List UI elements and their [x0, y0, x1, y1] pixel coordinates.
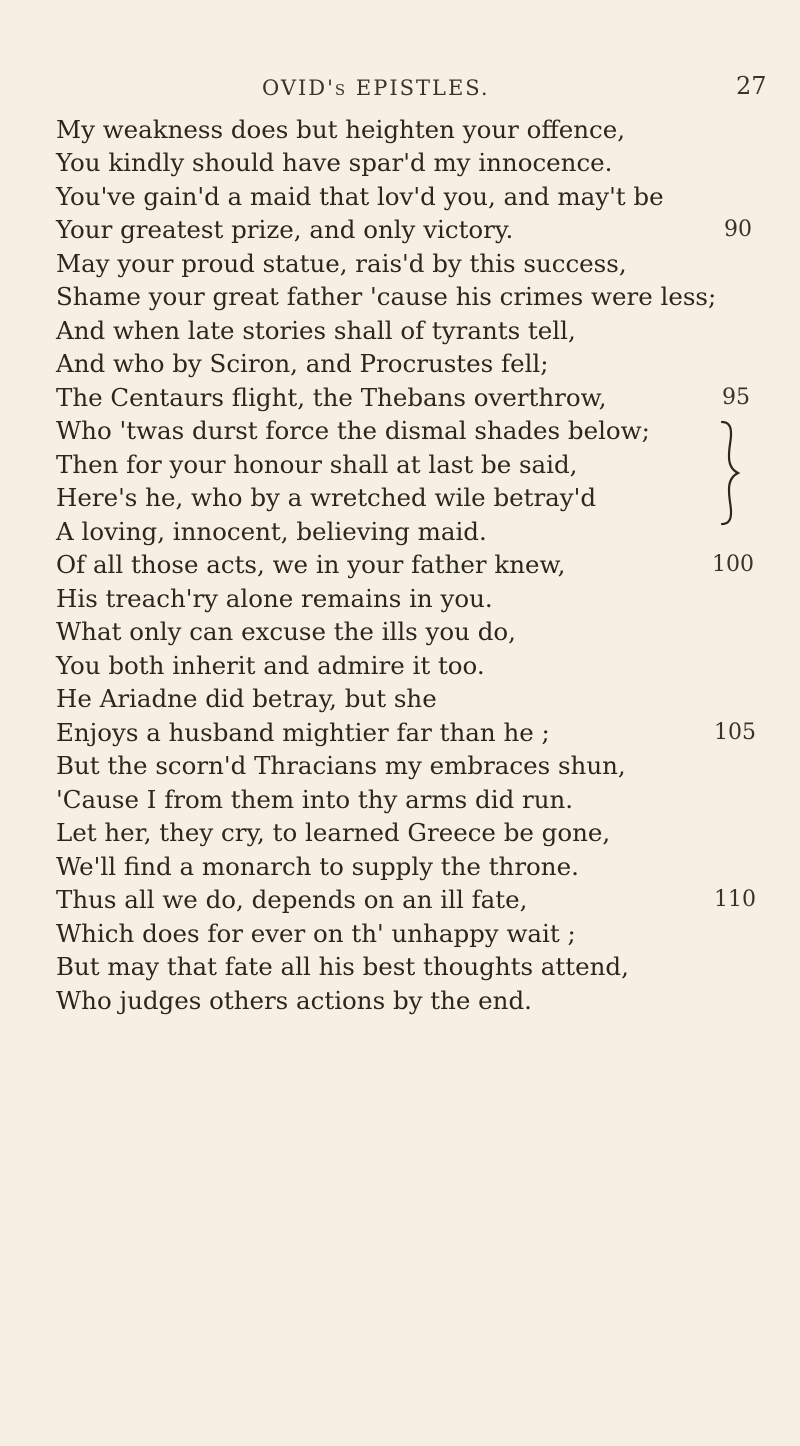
poem-line: What only can excuse the ills you do, — [56, 617, 516, 646]
poem-line: Your greatest prize, and only victory. — [56, 215, 514, 244]
poem-line: You kindly should have spar'd my innocence. — [56, 148, 613, 177]
poem-line: The Centaurs flight, the Thebans overthrow, — [56, 383, 607, 412]
poem-line: 'Cause I from them into thy arms did run. — [56, 785, 574, 814]
poem-line: Who 'twas durst force the dismal shades below; — [56, 416, 650, 445]
poem-line: Enjoys a husband mightier far than he ; — [56, 718, 550, 747]
poem-line: We'll find a monarch to supply the throne. — [56, 852, 579, 881]
poem-line: Of all those acts, we in your father knew, — [56, 550, 566, 579]
poem-line: You've gain'd a maid that lov'd you, and may't be — [56, 182, 664, 211]
poem-line: You both inherit and admire it too. — [56, 651, 485, 680]
poem-line: My weakness does but heighten your offence, — [56, 115, 626, 144]
poem-line: And when late stories shall of tyrants tell, — [56, 316, 576, 345]
poem-line: Who judges others actions by the end. — [56, 986, 532, 1015]
line-number: 110 — [714, 887, 756, 912]
poem-line: Shame your great father 'cause his crimes were less; — [56, 282, 717, 311]
poem-line: His treach'ry alone remains in you. — [56, 584, 493, 613]
running-head — [0, 72, 800, 106]
poem-line: Here's he, who by a wretched wile betray'd — [56, 483, 597, 512]
line-number: 90 — [724, 217, 752, 242]
poem-line: A loving, innocent, believing maid. — [56, 517, 487, 546]
poem-line: Then for your honour shall at last be said, — [56, 450, 578, 479]
poem-line: May your proud statue, rais'd by this success, — [56, 249, 627, 278]
poem-line: Let her, they cry, to learned Greece be gone, — [56, 818, 611, 847]
line-number: 105 — [714, 720, 756, 745]
poem-line: But may that fate all his best thoughts attend, — [56, 952, 629, 981]
poem-line: Thus all we do, depends on an ill fate, — [56, 885, 528, 914]
poem-line: And who by Sciron, and Procrustes fell; — [56, 349, 549, 378]
poem-line: Which does for ever on th' unhappy wait ; — [56, 919, 576, 948]
poem-line: He Ariadne did betray, but she — [56, 684, 437, 713]
line-number: 100 — [712, 552, 754, 577]
poem-line: But the scorn'd Thracians my embraces shun, — [56, 751, 626, 780]
page-number: 27 — [736, 72, 767, 100]
running-title: OVID's EPISTLES. — [262, 76, 490, 100]
line-number: 95 — [722, 385, 750, 410]
triplet-brace-icon — [718, 418, 744, 528]
